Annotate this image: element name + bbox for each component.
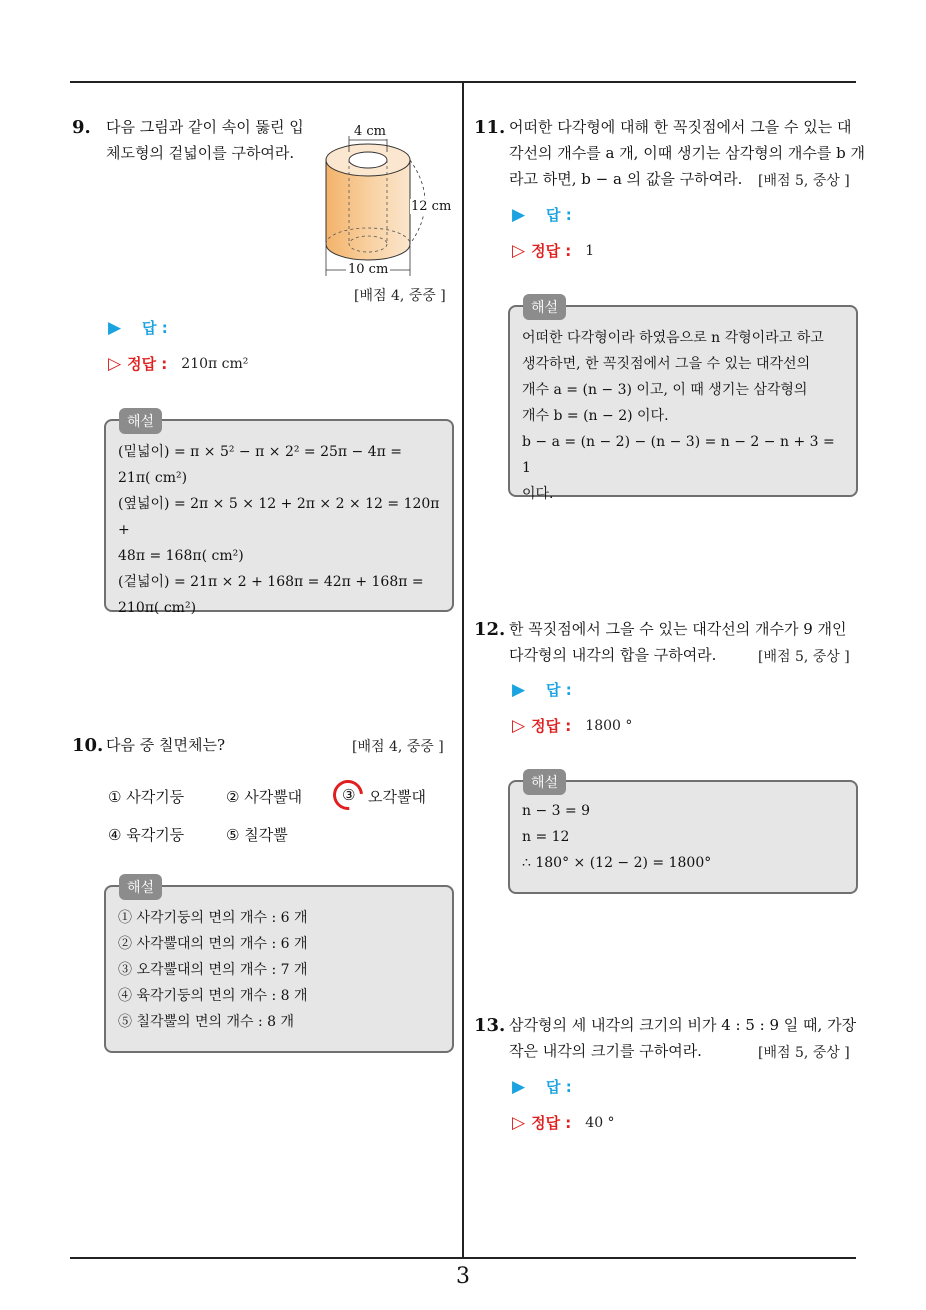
explanation-line: ∴ 180° × (12 − 2) = 1800° [522, 855, 712, 871]
correct-label: 정답 : [127, 355, 168, 373]
q12-line-1: 한 꼭짓점에서 그을 수 있는 대각선의 개수가 9 개인 [509, 620, 847, 638]
explanation-line: 이다. [522, 486, 554, 502]
explanation-line: ② 사각뿔대의 면의 개수 : 6 개 [118, 936, 308, 952]
q11-line-1: 어떠한 다각형에 대해 한 꼭짓점에서 그을 수 있는 대 [509, 118, 852, 136]
selected-circle-mark [327, 774, 369, 816]
outline-triangle-icon: ▷ [108, 353, 122, 374]
answer-label: 답 : [546, 681, 572, 699]
q9-explanation-text [118, 439, 442, 621]
column-divider [462, 82, 464, 1259]
q12-meta: [배점 5, 중상 ] [758, 649, 850, 665]
choice-3-marker[interactable]: ③ [342, 786, 356, 804]
play-triangle-icon: ▶ [512, 679, 526, 700]
figure-label-10cm: 10 cm [348, 262, 389, 277]
choice-4[interactable]: ④ 육각기둥 [108, 826, 185, 844]
q9-explanation-box [104, 414, 454, 616]
play-triangle-icon: ▶ [108, 317, 122, 338]
explanation-tag: 해설 [523, 769, 566, 795]
correct-value: 40 ° [585, 1114, 615, 1131]
answer-label: 답 : [142, 319, 168, 337]
bottom-rule [70, 1257, 856, 1259]
q11-answer-row [512, 204, 572, 225]
choice-1[interactable]: ① 사각기둥 [108, 788, 185, 806]
q11-line-3: 라고 하면, b − a 의 값을 구하여라. [509, 170, 743, 188]
correct-label: 정답 : [531, 242, 572, 260]
q10-meta: [배점 4, 중중 ] [352, 739, 444, 755]
explanation-line: ③ 오각뿔대의 면의 개수 : 7 개 [118, 962, 308, 978]
q13-correct-row [512, 1112, 615, 1133]
q9-number: 9. [72, 117, 91, 138]
q11-explanation-text [522, 325, 848, 507]
q9-meta: [배점 4, 중중 ] [354, 288, 446, 304]
correct-label: 정답 : [531, 1114, 572, 1132]
explanation-line: 개수 b = (n − 2) 이다. [522, 408, 669, 424]
answer-label: 답 : [546, 206, 572, 224]
q13-line-2: 작은 내각의 크기를 구하여라. [509, 1042, 702, 1060]
q12-correct-row [512, 715, 632, 736]
explanation-tag: 해설 [119, 874, 162, 900]
q10-explanation-text [118, 905, 442, 1035]
q12-line-2: 다각형의 내각의 합을 구하여라. [509, 646, 717, 664]
q11-correct-row [512, 240, 594, 261]
choice-5[interactable]: ⑤ 칠각뿔 [226, 826, 288, 844]
choice-2[interactable]: ② 사각뿔대 [226, 788, 303, 806]
explanation-line: (옆넓이) = 2π × 5 × 12 + 2π × 2 × 12 = 120π + [118, 496, 440, 538]
outline-triangle-icon: ▷ [512, 240, 526, 261]
q13-number: 13. [474, 1015, 506, 1036]
q11-explanation-box [508, 300, 858, 502]
q9-answer-row [108, 317, 168, 338]
explanation-line: 21π( cm²) [118, 470, 188, 486]
q12-explanation-text [522, 798, 848, 876]
q9-correct-row [108, 353, 248, 374]
explanation-tag: 해설 [119, 408, 162, 434]
q11-number: 11. [474, 117, 506, 138]
correct-label: 정답 : [531, 717, 572, 735]
explanation-line: 생각하면, 한 꼭짓점에서 그을 수 있는 대각선의 [522, 356, 811, 372]
q12-answer-row [512, 679, 572, 700]
q11-line-2: 각선의 개수를 a 개, 이때 생기는 삼각형의 개수를 b 개 [509, 144, 866, 162]
q9-line-2: 체도형의 겉넓이를 구하여라. [106, 144, 295, 162]
answer-label: 답 : [546, 1078, 572, 1096]
play-triangle-icon: ▶ [512, 1076, 526, 1097]
explanation-line: 개수 a = (n − 3) 이고, 이 때 생기는 삼각형의 [522, 382, 808, 398]
explanation-line: 어떠한 다각형이라 하였음으로 n 각형이라고 하고 [522, 330, 824, 346]
explanation-line: 210π( cm²) [118, 600, 197, 616]
page-number: 3 [456, 1264, 470, 1289]
figure-label-12cm: 12 cm [411, 199, 452, 214]
explanation-line: ⑤ 칠각뿔의 면의 개수 : 8 개 [118, 1014, 295, 1030]
q13-line-1: 삼각형의 세 내각의 크기의 비가 4 : 5 : 9 일 때, 가장 [509, 1016, 857, 1034]
q12-number: 12. [474, 619, 506, 640]
explanation-line: n − 3 = 9 [522, 803, 591, 819]
q13-answer-row [512, 1076, 572, 1097]
q13-meta: [배점 5, 중상 ] [758, 1045, 850, 1061]
outline-triangle-icon: ▷ [512, 715, 526, 736]
q10-text: 다음 중 칠면체는? [106, 736, 226, 754]
explanation-tag: 해설 [523, 294, 566, 320]
explanation-line: n = 12 [522, 829, 570, 845]
figure-label-4cm: 4 cm [354, 124, 387, 139]
explanation-line: ④ 육각기둥의 면의 개수 : 8 개 [118, 988, 308, 1004]
explanation-line: ① 사각기둥의 면의 개수 : 6 개 [118, 910, 308, 926]
explanation-line: b − a = (n − 2) − (n − 3) = n − 2 − n + 3 = 1 [522, 434, 835, 476]
explanation-line: (겉넓이) = 21π × 2 + 168π = 42π + 168π = [118, 574, 424, 590]
correct-value: 210π cm² [181, 355, 249, 372]
correct-value: 1800 ° [585, 717, 633, 734]
q12-explanation-box [508, 775, 858, 894]
play-triangle-icon: ▶ [512, 204, 526, 225]
q10-number: 10. [72, 735, 104, 756]
q10-explanation-box [104, 880, 454, 1053]
q11-meta: [배점 5, 중상 ] [758, 173, 850, 189]
explanation-line: (밑넓이) = π × 5² − π × 2² = 25π − 4π = [118, 444, 403, 460]
q9-line-1: 다음 그림과 같이 속이 뚫린 입 [106, 118, 304, 136]
choice-3[interactable]: 오각뿔대 [368, 788, 426, 806]
explanation-line: 48π = 168π( cm²) [118, 548, 244, 564]
outline-triangle-icon: ▷ [512, 1112, 526, 1133]
correct-value: 1 [585, 242, 595, 259]
